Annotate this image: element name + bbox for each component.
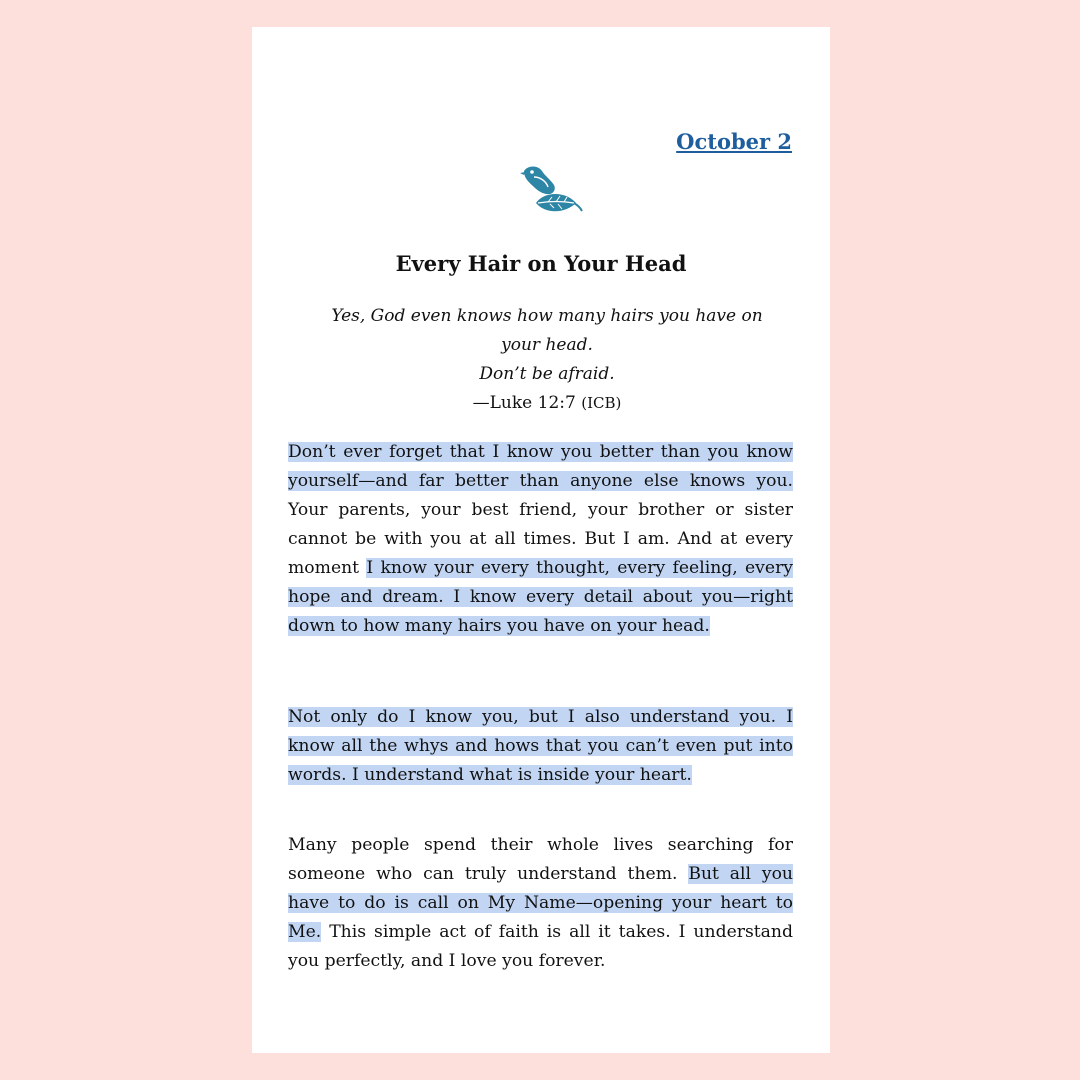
highlighted-text[interactable]: Not only do I know you, but I also understand you. I know all the whys and hows that you can’t even put into words. I understand what is inside your heart. [288,707,793,785]
date-heading-link[interactable]: October 2 [676,129,792,154]
paragraph-3 [288,831,793,976]
body-text-span: Many people spend their whole lives searching for someone who can truly understand them. [288,835,793,884]
bird-on-leaf-icon [514,163,584,223]
highlighted-text[interactable]: But all you have to do is call on My Name—opening your heart to Me. [288,864,793,942]
verse-line-2: Don’t be afraid. [479,364,615,384]
scripture-verse [312,302,782,418]
devotional-title: Every Hair on Your Head [395,251,687,276]
body-text-span: This simple act of faith is all it takes. I understand you perfectly, and I love you forever. [288,922,793,971]
paragraph-1 [288,438,793,641]
verse-reference [312,389,782,418]
verse-reference-text: —Luke 12:7 [472,393,576,413]
highlighted-text[interactable]: I know your every thought, every feeling, every hope and dream. I know every detail about you—right down to how many hairs you have on your head. [288,558,793,636]
verse-version: (ICB) [581,394,622,412]
verse-line-1: Yes, God even knows how many hairs you have on your head. [331,306,763,355]
book-page [252,27,830,1053]
paragraph-2 [288,703,793,790]
highlighted-text[interactable]: Don’t ever forget that I know you better than you know yourself—and far better than anyone else knows you. [288,442,793,491]
body-text-span: Your parents, your best friend, your brother or sister cannot be with you at all times. But I am. And at every moment [288,500,793,578]
